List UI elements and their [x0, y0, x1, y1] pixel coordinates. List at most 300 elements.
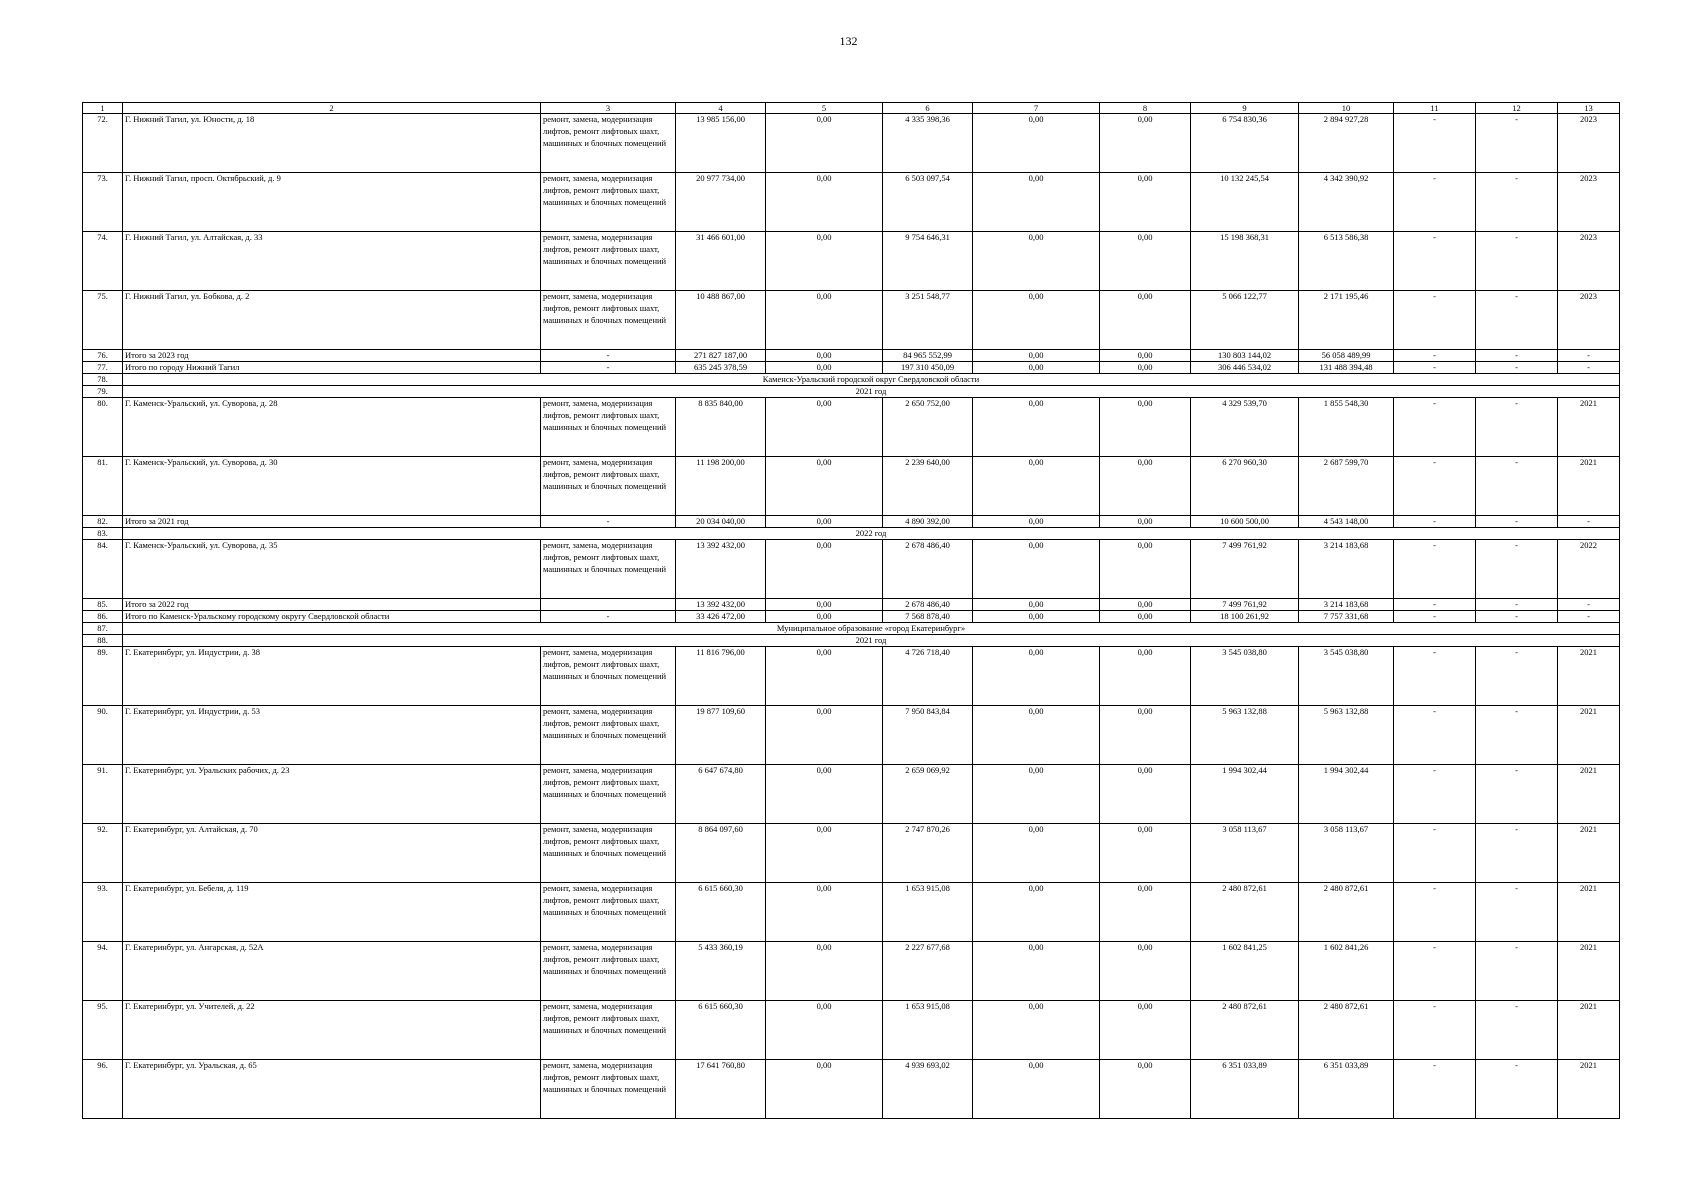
table-row [83, 1060, 1620, 1119]
work-type-cell: ремонт, замена, модернизация лифтов, ремонт лифтовых шахт, машинных и блочных помещений [541, 883, 676, 942]
column-header: 11 [1394, 103, 1476, 114]
total-row [83, 599, 1620, 611]
col6-cell: 1 653 915,08 [883, 883, 973, 942]
col11-cell: - [1394, 362, 1476, 374]
address-cell: Г. Каменск-Уральский, ул. Суворова, д. 28 [123, 398, 541, 457]
table-row [83, 647, 1620, 706]
col8-cell: 0,00 [1100, 647, 1191, 706]
row-number: 74. [83, 232, 123, 291]
row-number: 85. [83, 599, 123, 611]
col7-cell: 0,00 [973, 1001, 1100, 1060]
col11-cell: - [1394, 398, 1476, 457]
table-row [83, 173, 1620, 232]
col13-cell: 2021 [1558, 706, 1620, 765]
col6-cell: 7 568 878,40 [883, 611, 973, 623]
col10-cell: 7 757 331,68 [1299, 611, 1394, 623]
col7-cell: 0,00 [973, 1060, 1100, 1119]
table-row [83, 1001, 1620, 1060]
row-number: 72. [83, 114, 123, 173]
col4-cell: 33 426 472,00 [676, 611, 766, 623]
col13-cell: 2021 [1558, 942, 1620, 1001]
section-header-row [83, 374, 1620, 386]
col5-cell: 0,00 [766, 1001, 883, 1060]
address-cell: Г. Екатеринбург, ул. Индустрии, д. 53 [123, 706, 541, 765]
col4-cell: 8 835 840,00 [676, 398, 766, 457]
col6-cell: 4 939 693,02 [883, 1060, 973, 1119]
col9-cell: 1 994 302,44 [1191, 765, 1299, 824]
col9-cell: 6 754 830,36 [1191, 114, 1299, 173]
col7-cell: 0,00 [973, 350, 1100, 362]
col12-cell: - [1476, 765, 1558, 824]
col7-cell: 0,00 [973, 398, 1100, 457]
col7-cell: 0,00 [973, 706, 1100, 765]
col5-cell: 0,00 [766, 398, 883, 457]
work-type-cell: ремонт, замена, модернизация лифтов, ремонт лифтовых шахт, машинных и блочных помещений [541, 1001, 676, 1060]
col13-cell: 2021 [1558, 398, 1620, 457]
col4-cell: 10 488 867,00 [676, 291, 766, 350]
column-header: 9 [1191, 103, 1299, 114]
col5-cell: 0,00 [766, 540, 883, 599]
col8-cell: 0,00 [1100, 362, 1191, 374]
column-header: 1 [83, 103, 123, 114]
row-number: 92. [83, 824, 123, 883]
col12-cell: - [1476, 883, 1558, 942]
col7-cell: 0,00 [973, 232, 1100, 291]
col13-cell: 2023 [1558, 114, 1620, 173]
address-cell: Итого по Каменск-Уральскому городскому округу Свердловской области [123, 611, 541, 623]
col5-cell: 0,00 [766, 232, 883, 291]
section-title: 2021 год [123, 386, 1620, 398]
column-header: 2 [123, 103, 541, 114]
col5-cell: 0,00 [766, 824, 883, 883]
col11-cell: - [1394, 883, 1476, 942]
col10-cell: 3 214 183,68 [1299, 540, 1394, 599]
work-type-cell: ремонт, замена, модернизация лифтов, ремонт лифтовых шахт, машинных и блочных помещений [541, 765, 676, 824]
col13-cell: 2021 [1558, 1060, 1620, 1119]
col4-cell: 11 816 796,00 [676, 647, 766, 706]
col8-cell: 0,00 [1100, 883, 1191, 942]
col10-cell: 2 480 872,61 [1299, 883, 1394, 942]
column-header: 6 [883, 103, 973, 114]
col7-cell: 0,00 [973, 516, 1100, 528]
col11-cell: - [1394, 765, 1476, 824]
col13-cell: 2021 [1558, 647, 1620, 706]
table-row [83, 942, 1620, 1001]
row-number: 87. [83, 623, 123, 635]
col12-cell: - [1476, 706, 1558, 765]
row-number: 81. [83, 457, 123, 516]
col10-cell: 1 602 841,26 [1299, 942, 1394, 1001]
column-header: 7 [973, 103, 1100, 114]
address-cell: Г. Екатеринбург, ул. Уральских рабочих, д. 23 [123, 765, 541, 824]
col7-cell: 0,00 [973, 611, 1100, 623]
table-row [83, 232, 1620, 291]
col10-cell: 2 687 599,70 [1299, 457, 1394, 516]
col5-cell: 0,00 [766, 647, 883, 706]
work-type-cell: ремонт, замена, модернизация лифтов, ремонт лифтовых шахт, машинных и блочных помещений [541, 540, 676, 599]
col9-cell: 5 963 132,88 [1191, 706, 1299, 765]
page-number: 132 [839, 34, 858, 48]
col4-cell: 20 034 040,00 [676, 516, 766, 528]
col9-cell: 3 545 038,80 [1191, 647, 1299, 706]
col13-cell: - [1558, 516, 1620, 528]
table-row [83, 540, 1620, 599]
col11-cell: - [1394, 350, 1476, 362]
col10-cell: 4 543 148,00 [1299, 516, 1394, 528]
work-type-cell: - [541, 350, 676, 362]
col9-cell: 2 480 872,61 [1191, 1001, 1299, 1060]
col10-cell: 6 513 586,38 [1299, 232, 1394, 291]
col11-cell: - [1394, 114, 1476, 173]
address-cell: Г. Екатеринбург, ул. Алтайская, д. 70 [123, 824, 541, 883]
table-row [83, 883, 1620, 942]
section-title: Каменск-Уральский городской округ Свердловской области [123, 374, 1620, 386]
col4-cell: 17 641 760,80 [676, 1060, 766, 1119]
address-cell: Г. Каменск-Уральский, ул. Суворова, д. 35 [123, 540, 541, 599]
col7-cell: 0,00 [973, 362, 1100, 374]
col6-cell: 7 950 843,84 [883, 706, 973, 765]
col13-cell: 2022 [1558, 540, 1620, 599]
col9-cell: 15 198 368,31 [1191, 232, 1299, 291]
col6-cell: 2 678 486,40 [883, 540, 973, 599]
col8-cell: 0,00 [1100, 1060, 1191, 1119]
table-row [83, 398, 1620, 457]
col9-cell: 7 499 761,92 [1191, 599, 1299, 611]
col8-cell: 0,00 [1100, 398, 1191, 457]
col4-cell: 13 392 432,00 [676, 599, 766, 611]
col5-cell: 0,00 [766, 1060, 883, 1119]
total-row [83, 516, 1620, 528]
address-cell: Итого за 2021 год [123, 516, 541, 528]
col10-cell: 2 171 195,46 [1299, 291, 1394, 350]
work-type-cell: ремонт, замена, модернизация лифтов, ремонт лифтовых шахт, машинных и блочных помещений [541, 647, 676, 706]
col13-cell: - [1558, 350, 1620, 362]
address-cell: Г. Нижний Тагил, ул. Алтайская, д. 33 [123, 232, 541, 291]
col9-cell: 130 803 144,02 [1191, 350, 1299, 362]
col9-cell: 306 446 534,02 [1191, 362, 1299, 374]
column-header: 13 [1558, 103, 1620, 114]
col5-cell: 0,00 [766, 457, 883, 516]
col8-cell: 0,00 [1100, 114, 1191, 173]
work-type-cell [541, 599, 676, 611]
address-cell: Итого за 2022 год [123, 599, 541, 611]
col11-cell: - [1394, 232, 1476, 291]
col12-cell: - [1476, 611, 1558, 623]
address-cell: Г. Екатеринбург, ул. Бебеля, д. 119 [123, 883, 541, 942]
row-number: 80. [83, 398, 123, 457]
col12-cell: - [1476, 350, 1558, 362]
col6-cell: 6 503 097,54 [883, 173, 973, 232]
col12-cell: - [1476, 457, 1558, 516]
col4-cell: 5 433 360,19 [676, 942, 766, 1001]
section-title: 2022 год [123, 528, 1620, 540]
address-cell: Г. Екатеринбург, ул. Уральская, д. 65 [123, 1060, 541, 1119]
col9-cell: 6 270 960,30 [1191, 457, 1299, 516]
col4-cell: 19 877 109,60 [676, 706, 766, 765]
row-number: 73. [83, 173, 123, 232]
column-header: 4 [676, 103, 766, 114]
col9-cell: 10 132 245,54 [1191, 173, 1299, 232]
table-row [83, 114, 1620, 173]
row-number: 79. [83, 386, 123, 398]
work-type-cell: ремонт, замена, модернизация лифтов, ремонт лифтовых шахт, машинных и блочных помещений [541, 706, 676, 765]
col9-cell: 18 100 261,92 [1191, 611, 1299, 623]
row-number: 77. [83, 362, 123, 374]
col6-cell: 2 227 677,68 [883, 942, 973, 1001]
col13-cell: - [1558, 611, 1620, 623]
col10-cell: 2 894 927,28 [1299, 114, 1394, 173]
col6-cell: 3 251 548,77 [883, 291, 973, 350]
section-header-row [83, 623, 1620, 635]
col10-cell: 131 488 394,48 [1299, 362, 1394, 374]
col7-cell: 0,00 [973, 114, 1100, 173]
work-type-cell: ремонт, замена, модернизация лифтов, ремонт лифтовых шахт, машинных и блочных помещений [541, 824, 676, 883]
col10-cell: 1 994 302,44 [1299, 765, 1394, 824]
total-row [83, 362, 1620, 374]
col13-cell: - [1558, 599, 1620, 611]
col8-cell: 0,00 [1100, 173, 1191, 232]
col12-cell: - [1476, 232, 1558, 291]
col11-cell: - [1394, 611, 1476, 623]
col6-cell: 4 726 718,40 [883, 647, 973, 706]
col10-cell: 1 855 548,30 [1299, 398, 1394, 457]
col10-cell: 2 480 872,61 [1299, 1001, 1394, 1060]
col4-cell: 6 647 674,80 [676, 765, 766, 824]
col7-cell: 0,00 [973, 291, 1100, 350]
total-row [83, 611, 1620, 623]
row-number: 75. [83, 291, 123, 350]
row-number: 94. [83, 942, 123, 1001]
col9-cell: 10 600 500,00 [1191, 516, 1299, 528]
col12-cell: - [1476, 647, 1558, 706]
col7-cell: 0,00 [973, 540, 1100, 599]
work-type-cell: ремонт, замена, модернизация лифтов, ремонт лифтовых шахт, машинных и блочных помещений [541, 173, 676, 232]
col11-cell: - [1394, 1060, 1476, 1119]
col12-cell: - [1476, 599, 1558, 611]
col5-cell: 0,00 [766, 599, 883, 611]
col7-cell: 0,00 [973, 883, 1100, 942]
section-header-row [83, 386, 1620, 398]
address-cell: Г. Екатеринбург, ул. Ангарская, д. 52А [123, 942, 541, 1001]
col5-cell: 0,00 [766, 114, 883, 173]
row-number: 84. [83, 540, 123, 599]
col9-cell: 1 602 841,25 [1191, 942, 1299, 1001]
col5-cell: 0,00 [766, 516, 883, 528]
col9-cell: 4 329 539,70 [1191, 398, 1299, 457]
work-type-cell: ремонт, замена, модернизация лифтов, ремонт лифтовых шахт, машинных и блочных помещений [541, 457, 676, 516]
col5-cell: 0,00 [766, 350, 883, 362]
col5-cell: 0,00 [766, 706, 883, 765]
col6-cell: 2 650 752,00 [883, 398, 973, 457]
col10-cell: 3 545 038,80 [1299, 647, 1394, 706]
address-cell: Итого по городу Нижний Тагил [123, 362, 541, 374]
col12-cell: - [1476, 398, 1558, 457]
col6-cell: 84 965 552,99 [883, 350, 973, 362]
address-cell: Г. Екатеринбург, ул. Индустрии, д. 38 [123, 647, 541, 706]
section-title: Муниципальное образование «город Екатеринбург» [123, 623, 1620, 635]
col6-cell: 2 678 486,40 [883, 599, 973, 611]
row-number: 76. [83, 350, 123, 362]
col5-cell: 0,00 [766, 942, 883, 1001]
col11-cell: - [1394, 173, 1476, 232]
col11-cell: - [1394, 599, 1476, 611]
col11-cell: - [1394, 647, 1476, 706]
total-row [83, 350, 1620, 362]
col8-cell: 0,00 [1100, 457, 1191, 516]
col8-cell: 0,00 [1100, 611, 1191, 623]
col11-cell: - [1394, 1001, 1476, 1060]
col10-cell: 5 963 132,88 [1299, 706, 1394, 765]
col13-cell: 2023 [1558, 232, 1620, 291]
address-cell: Г. Нижний Тагил, ул. Бобкова, д. 2 [123, 291, 541, 350]
col12-cell: - [1476, 540, 1558, 599]
col7-cell: 0,00 [973, 173, 1100, 232]
col8-cell: 0,00 [1100, 706, 1191, 765]
row-number: 90. [83, 706, 123, 765]
address-cell: Г. Екатеринбург, ул. Учителей, д. 22 [123, 1001, 541, 1060]
col8-cell: 0,00 [1100, 350, 1191, 362]
col8-cell: 0,00 [1100, 824, 1191, 883]
work-type-cell: ремонт, замена, модернизация лифтов, ремонт лифтовых шахт, машинных и блочных помещений [541, 232, 676, 291]
row-number: 82. [83, 516, 123, 528]
col4-cell: 271 827 187,00 [676, 350, 766, 362]
col5-cell: 0,00 [766, 883, 883, 942]
col9-cell: 2 480 872,61 [1191, 883, 1299, 942]
row-number: 88. [83, 635, 123, 647]
col11-cell: - [1394, 516, 1476, 528]
row-number: 91. [83, 765, 123, 824]
row-number: 95. [83, 1001, 123, 1060]
col12-cell: - [1476, 824, 1558, 883]
section-header-row [83, 528, 1620, 540]
col12-cell: - [1476, 362, 1558, 374]
col4-cell: 8 864 097,60 [676, 824, 766, 883]
column-header: 5 [766, 103, 883, 114]
col9-cell: 7 499 761,92 [1191, 540, 1299, 599]
col10-cell: 6 351 033,89 [1299, 1060, 1394, 1119]
col11-cell: - [1394, 457, 1476, 516]
col5-cell: 0,00 [766, 291, 883, 350]
col13-cell: - [1558, 362, 1620, 374]
col4-cell: 6 615 660,30 [676, 1001, 766, 1060]
column-header-row [83, 103, 1620, 114]
table-row [83, 706, 1620, 765]
col6-cell: 4 335 398,36 [883, 114, 973, 173]
col6-cell: 4 890 392,00 [883, 516, 973, 528]
col4-cell: 11 198 200,00 [676, 457, 766, 516]
address-cell: Итого за 2023 год [123, 350, 541, 362]
col6-cell: 2 747 870,26 [883, 824, 973, 883]
row-number: 83. [83, 528, 123, 540]
col9-cell: 5 066 122,77 [1191, 291, 1299, 350]
col13-cell: 2023 [1558, 291, 1620, 350]
address-cell: Г. Нижний Тагил, ул. Юности, д. 18 [123, 114, 541, 173]
row-number: 78. [83, 374, 123, 386]
section-title: 2021 год [123, 635, 1620, 647]
work-type-cell: ремонт, замена, модернизация лифтов, ремонт лифтовых шахт, машинных и блочных помещений [541, 114, 676, 173]
col8-cell: 0,00 [1100, 1001, 1191, 1060]
row-number: 93. [83, 883, 123, 942]
col13-cell: 2021 [1558, 883, 1620, 942]
col5-cell: 0,00 [766, 765, 883, 824]
table-row [83, 291, 1620, 350]
col12-cell: - [1476, 114, 1558, 173]
col13-cell: 2021 [1558, 1001, 1620, 1060]
col12-cell: - [1476, 1001, 1558, 1060]
column-header: 3 [541, 103, 676, 114]
column-header: 12 [1476, 103, 1558, 114]
row-number: 96. [83, 1060, 123, 1119]
col8-cell: 0,00 [1100, 232, 1191, 291]
col10-cell: 4 342 390,92 [1299, 173, 1394, 232]
col6-cell: 2 239 640,00 [883, 457, 973, 516]
col6-cell: 2 659 069,92 [883, 765, 973, 824]
col4-cell: 6 615 660,30 [676, 883, 766, 942]
col11-cell: - [1394, 706, 1476, 765]
address-cell: Г. Нижний Тагил, просп. Октябрьский, д. 9 [123, 173, 541, 232]
col4-cell: 13 985 156,00 [676, 114, 766, 173]
col9-cell: 6 351 033,89 [1191, 1060, 1299, 1119]
col11-cell: - [1394, 824, 1476, 883]
work-type-cell: - [541, 611, 676, 623]
col11-cell: - [1394, 942, 1476, 1001]
work-type-cell: - [541, 516, 676, 528]
col4-cell: 13 392 432,00 [676, 540, 766, 599]
work-type-cell: ремонт, замена, модернизация лифтов, ремонт лифтовых шахт, машинных и блочных помещений [541, 398, 676, 457]
col7-cell: 0,00 [973, 457, 1100, 516]
col8-cell: 0,00 [1100, 942, 1191, 1001]
col8-cell: 0,00 [1100, 599, 1191, 611]
col13-cell: 2023 [1558, 173, 1620, 232]
row-number: 89. [83, 647, 123, 706]
col5-cell: 0,00 [766, 362, 883, 374]
table-row [83, 457, 1620, 516]
work-type-cell: - [541, 362, 676, 374]
column-header: 8 [1100, 103, 1191, 114]
col5-cell: 0,00 [766, 611, 883, 623]
col8-cell: 0,00 [1100, 765, 1191, 824]
work-type-cell: ремонт, замена, модернизация лифтов, ремонт лифтовых шахт, машинных и блочных помещений [541, 291, 676, 350]
col11-cell: - [1394, 291, 1476, 350]
col7-cell: 0,00 [973, 942, 1100, 1001]
col7-cell: 0,00 [973, 765, 1100, 824]
work-type-cell: ремонт, замена, модернизация лифтов, ремонт лифтовых шахт, машинных и блочных помещений [541, 1060, 676, 1119]
table-row [83, 824, 1620, 883]
col11-cell: - [1394, 540, 1476, 599]
col6-cell: 9 754 646,31 [883, 232, 973, 291]
column-header: 10 [1299, 103, 1394, 114]
col7-cell: 0,00 [973, 824, 1100, 883]
table-row [83, 765, 1620, 824]
row-number: 86. [83, 611, 123, 623]
col8-cell: 0,00 [1100, 516, 1191, 528]
col6-cell: 197 310 450,09 [883, 362, 973, 374]
col13-cell: 2021 [1558, 765, 1620, 824]
col12-cell: - [1476, 291, 1558, 350]
col5-cell: 0,00 [766, 173, 883, 232]
col4-cell: 31 466 601,00 [676, 232, 766, 291]
col4-cell: 635 245 378,59 [676, 362, 766, 374]
col10-cell: 3 214 183,68 [1299, 599, 1394, 611]
col6-cell: 1 653 915,08 [883, 1001, 973, 1060]
col9-cell: 3 058 113,67 [1191, 824, 1299, 883]
col8-cell: 0,00 [1100, 540, 1191, 599]
col7-cell: 0,00 [973, 599, 1100, 611]
col7-cell: 0,00 [973, 647, 1100, 706]
capital-repair-table [82, 102, 1620, 1119]
col8-cell: 0,00 [1100, 291, 1191, 350]
col10-cell: 56 058 489,99 [1299, 350, 1394, 362]
